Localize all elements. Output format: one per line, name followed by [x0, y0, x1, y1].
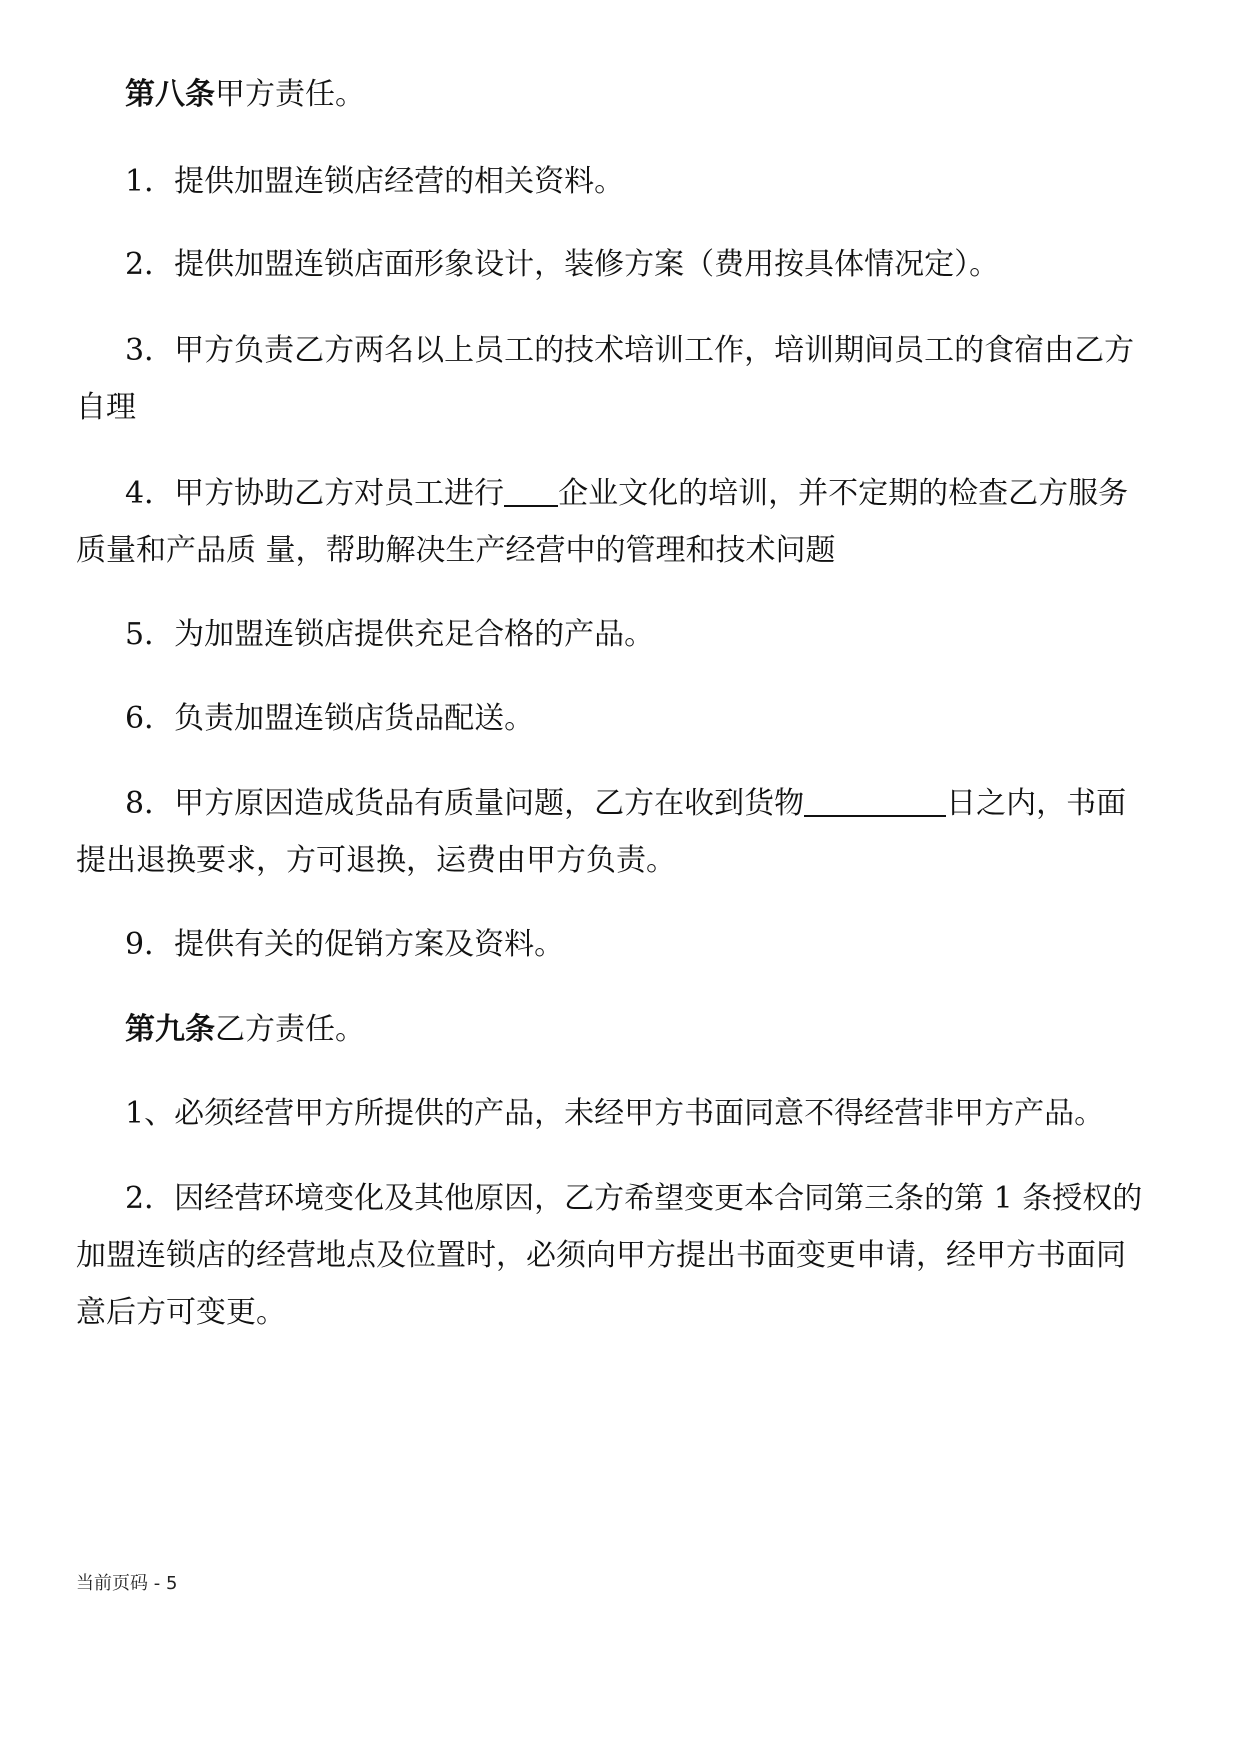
fill-in-blank	[504, 475, 558, 507]
article-8-title: 甲方责任。	[215, 77, 365, 112]
item-8-text-before: 8．甲方原因造成货品有质量问题，乙方在收到货物	[125, 786, 805, 821]
article-9-heading	[76, 1001, 1166, 1058]
article-8-item-8-line-1	[76, 775, 1166, 832]
item-8-text-after: 日之内，书面	[946, 786, 1127, 821]
fill-in-blank	[804, 785, 946, 817]
page-number: - 5	[153, 1573, 178, 1594]
article-8-item-1: 1．提供加盟连锁店经营的相关资料。	[125, 164, 625, 199]
article-9-item-2-line-2: 加盟连锁店的经营地点及位置时，必须向甲方提出书面变更申请，经甲方书面同	[76, 1238, 1126, 1273]
article-8-item-2: 2．提供加盟连锁店面形象设计，装修方案（费用按具体情况定）。	[125, 247, 1000, 282]
article-8-item-8-line-2: 提出退换要求，方可退换，运费由甲方负责。	[76, 843, 676, 878]
article-8-item-4-line-1	[76, 465, 1166, 522]
article-8-item-3-line-2: 自理	[76, 390, 136, 425]
article-8-heading	[76, 66, 1166, 123]
article-8-number: 第八条	[125, 77, 215, 112]
item-4-text-before: 4．甲方协助乙方对员工进行	[125, 476, 505, 511]
article-9-number: 第九条	[125, 1012, 215, 1047]
page-footer	[76, 1572, 177, 1596]
article-9-title: 乙方责任。	[215, 1012, 365, 1047]
page-number-label: 当前页码	[76, 1573, 148, 1594]
article-9-item-2-line-1: 2．因经营环境变化及其他原因，乙方希望变更本合同第三条的第 1 条授权的	[125, 1181, 1143, 1216]
article-9-item-2-line-3: 意后方可变更。	[76, 1295, 286, 1330]
article-8-item-4-line-2: 质量和产品质 量，帮助解决生产经营中的管理和技术问题	[76, 533, 836, 568]
article-8-item-9: 9．提供有关的促销方案及资料。	[125, 927, 565, 962]
article-8-item-6: 6．负责加盟连锁店货品配送。	[125, 701, 535, 736]
article-9-item-1: 1、必须经营甲方所提供的产品，未经甲方书面同意不得经营非甲方产品。	[125, 1096, 1105, 1131]
article-8-item-5: 5．为加盟连锁店提供充足合格的产品。	[125, 617, 655, 652]
item-4-text-after: 企业文化的培训，并不定期的检查乙方服务	[558, 476, 1129, 511]
article-8-item-3-line-1: 3．甲方负责乙方两名以上员工的技术培训工作，培训期间员工的食宿由乙方	[125, 333, 1135, 368]
